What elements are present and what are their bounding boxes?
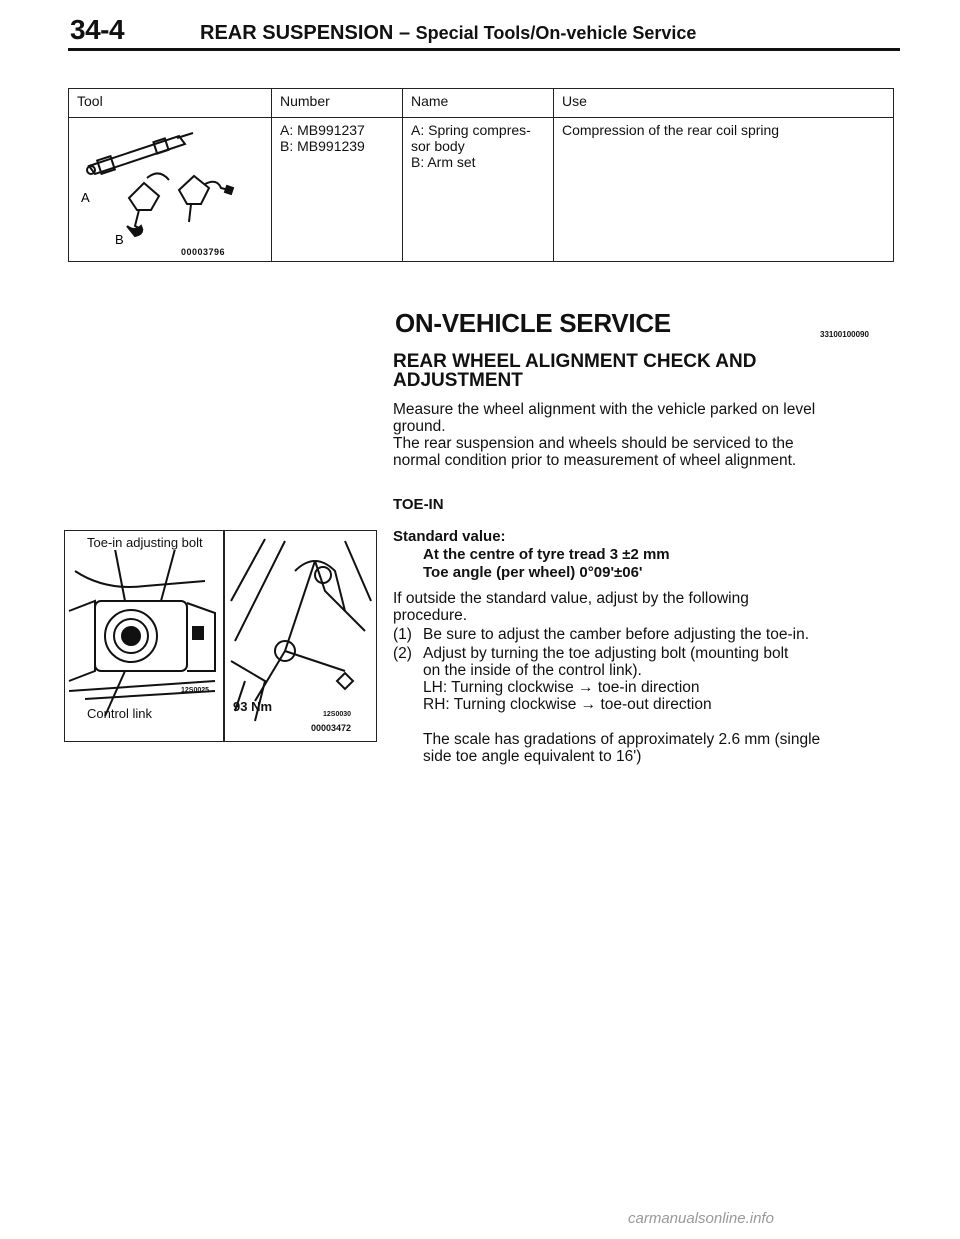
subsection-title-line2: ADJUSTMENT — [393, 370, 523, 391]
watermark-text: carmanualsonline.info — [628, 1210, 774, 1227]
header-separator: – — [398, 22, 411, 44]
tool-label-b: B — [115, 232, 124, 247]
step-line: Be sure to adjust the camber before adjusting the toe-in. — [423, 626, 810, 643]
col-header-name: Name — [403, 89, 554, 118]
subsection-title-line1: REAR WHEEL ALIGNMENT CHECK AND — [393, 351, 757, 372]
col-header-number: Number — [272, 89, 403, 118]
step-line: Adjust by turning the toe adjusting bolt (mounting bolt — [423, 645, 789, 662]
tool-name-line: sor body — [411, 138, 465, 154]
spring-compressor-illustration — [69, 118, 269, 258]
header-subsection: Special Tools/On-vehicle Service — [415, 23, 697, 43]
scale-line: The scale has gradations of approximately 2.6 mm (single — [423, 731, 821, 748]
intro-line: Measure the wheel alignment with the vehicle parked on level — [393, 401, 816, 418]
outside-line: If outside the standard value, adjust by the following — [393, 590, 749, 607]
figure-code-right-small: 12S0030 — [323, 711, 352, 718]
figure-torque-value: 93 Nm — [233, 699, 273, 714]
section-title: ON-VEHICLE SERVICE — [395, 308, 671, 338]
tool-use-cell: Compression of the rear coil spring — [554, 118, 894, 262]
tool-figure-code: 00003796 — [181, 247, 226, 257]
tool-name-line: B: Arm set — [411, 154, 476, 170]
intro-line: normal condition prior to measurement of wheel alignment. — [393, 452, 797, 469]
tool-name-line: A: Spring compres- — [411, 122, 531, 138]
intro-line: The rear suspension and wheels should be serviced to the — [393, 435, 794, 452]
section-code: 33100100090 — [820, 330, 869, 339]
special-tools-table — [68, 88, 894, 262]
scale-line: side toe angle equivalent to 16') — [423, 748, 642, 765]
toe-adjust-figure — [64, 530, 377, 742]
table-row — [69, 118, 894, 262]
table-header-row — [69, 89, 894, 118]
step-line: LH: Turning clockwise → toe-in direction — [423, 679, 700, 696]
toe-in-heading: TOE-IN — [393, 496, 444, 513]
tool-name-cell — [403, 118, 554, 262]
page-number: 34-4 — [70, 14, 125, 45]
step-text — [423, 645, 901, 713]
tool-number-b: B: MB991239 — [280, 138, 365, 154]
subsection-title — [393, 352, 873, 390]
outside-line: procedure. — [393, 607, 468, 624]
standard-value-label: Standard value: — [393, 528, 506, 545]
header-rule — [68, 48, 900, 51]
scale-paragraph — [423, 731, 901, 765]
step-text — [423, 626, 901, 643]
tool-label-a: A — [81, 190, 90, 205]
figure-code-left: 12S0025 — [181, 687, 210, 694]
step-number: (2) — [393, 645, 412, 662]
standard-value-line: Toe angle (per wheel) 0°09'±06' — [423, 564, 643, 581]
tool-illustration-cell — [69, 118, 272, 262]
step-line: on the inside of the control link). — [423, 662, 642, 679]
header-section: REAR SUSPENSION — [200, 22, 394, 44]
outside-standard-paragraph — [393, 590, 898, 624]
standard-value-line: At the centre of tyre tread 3 ±2 mm — [423, 546, 670, 563]
intro-line: ground. — [393, 418, 446, 435]
step-line: RH: Turning clockwise → toe-out direction — [423, 696, 712, 713]
figure-label-control-link: Control link — [87, 706, 153, 721]
tool-number-cell — [272, 118, 403, 262]
page-header-title — [200, 22, 696, 45]
intro-paragraph — [393, 401, 898, 469]
figure-code: 00003472 — [311, 723, 352, 733]
tool-number-a: A: MB991237 — [280, 122, 365, 138]
col-header-use: Use — [554, 89, 894, 118]
figure-label-toe-in-bolt: Toe-in adjusting bolt — [87, 535, 203, 550]
step-number: (1) — [393, 626, 412, 643]
col-header-tool: Tool — [69, 89, 272, 118]
